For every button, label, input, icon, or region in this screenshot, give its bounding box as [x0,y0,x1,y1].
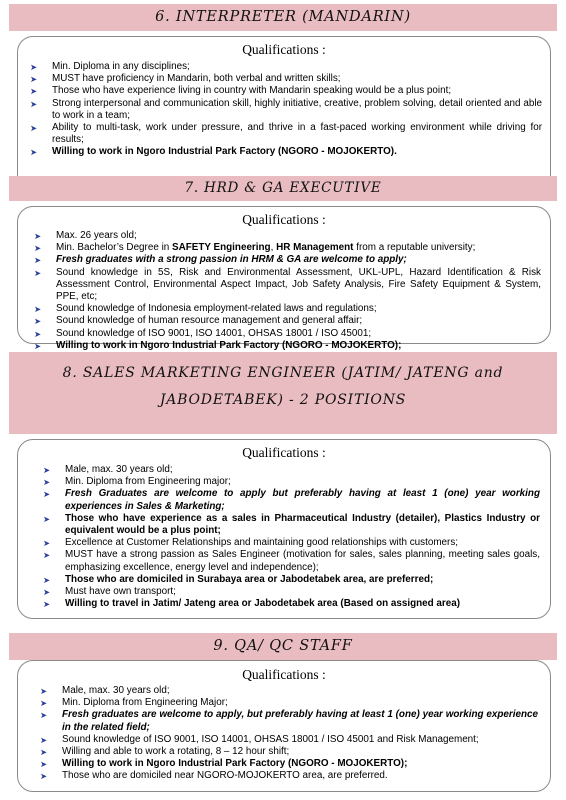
section-title: 7. HRD & GA EXECUTIVE [184,180,382,196]
qualification-text: Sound knowledge of ISO 9001, ISO 14001, OHSAS 18001 / ISO 45001; [56,327,372,339]
arrow-bullet-icon: ➤ [40,686,48,696]
qualification-item [43,464,540,476]
section-title-line-1: 8. SALES MARKETING ENGINEER (JATIM/ JATENG and [62,365,504,381]
arrow-bullet-icon: ➤ [43,477,51,488]
arrow-bullet-icon: ➤ [40,710,48,721]
qualifications-heading: Qualifications : [242,212,326,227]
qualification-text: Excellence at Customer Relationships and maintaining good relationships with customers; [65,537,459,549]
qualification-text: Sound knowledge of Indonesia employment-related laws and regulations; [56,303,377,315]
qualification-item [30,146,542,158]
qualifications-card-8 [17,439,551,619]
qualifications-card-9 [17,660,551,792]
qualifications-heading: Qualifications : [242,667,326,682]
arrow-bullet-icon: ➤ [43,574,51,585]
section-header-9 [9,633,557,660]
qualification-item [40,733,538,746]
qualification-text: Willing to travel in Jatim/ Jateng area or Jabodetabek area (Based on assigned area) [65,598,461,610]
qualification-text: Willing and able to work a rotating, 8 – 12 hour shift; [62,746,290,758]
qualifications-card-7 [17,206,551,351]
arrow-bullet-icon: ➤ [34,340,42,351]
arrow-bullet-icon: ➤ [40,698,48,709]
arrow-bullet-icon: ➤ [34,267,42,278]
arrow-bullet-icon: ➤ [43,513,51,524]
qualification-text: Willing to work in Ngoro Industrial Park Factory (NGORO - MOJOKERTO); [56,339,402,351]
arrow-bullet-icon: ➤ [40,771,48,782]
qualification-text: from a reputable university; [353,242,476,254]
qualifications-heading: Qualifications : [242,445,326,460]
qualification-item [34,327,541,340]
arrow-bullet-icon: ➤ [30,123,38,134]
qualification-text: Fresh graduates with a strong passion in HRM & GA are welcome to apply; [56,254,407,266]
qualifications-list [40,685,538,783]
qualification-text: Those who are domiciled in Surabaya area or Jabodetabek area, are preferred; [65,573,434,585]
qualifications-card-6 [17,36,551,194]
qualification-item [40,770,538,782]
section-title-line-2: JABODETABEK) - 2 POSITIONS [159,392,407,408]
qualifications-heading: Qualifications : [242,42,326,57]
arrow-bullet-icon: ➤ [30,74,38,85]
qualification-text: Male, max. 30 years old; [62,685,170,696]
section-header-6 [9,4,557,31]
arrow-bullet-icon: ➤ [30,62,38,72]
qualification-item [43,549,540,573]
qualification-text: Min. Diploma from Engineering major; [65,476,231,488]
section-header-8 [9,352,557,434]
section-header-7 [9,176,557,201]
qualification-item [43,573,540,586]
qualification-text: Willing to work in Ngoro Industrial Park Factory (NGORO - MOJOKERTO). [52,146,397,158]
qualification-text: Willing to work in Ngoro Industrial Park Factory (NGORO - MOJOKERTO); [62,758,408,770]
qualification-text: Those who have experience as a sales in Pharmaceutical Industry (detailer), Plastics Industry or equivalent would be a plus point; [65,512,540,537]
arrow-bullet-icon: ➤ [43,465,51,475]
qualifications-list [30,61,542,159]
qualification-item [40,746,538,758]
qualification-text: Sound knowledge in 5S, Risk and Environmental Assessment, UKL-UPL, Hazard Identification & Risk Assessment Control, Environmental Aspect Impact, Job Safety Analysis, Fire Safety Equipment & System, PPE, etc; [56,266,541,303]
qualification-text: MUST have proficiency in Mandarin, both verbal and written skills; [52,73,341,85]
arrow-bullet-icon: ➤ [34,316,42,327]
arrow-bullet-icon: ➤ [40,747,48,758]
qualification-item [34,254,541,266]
qualification-item [43,598,540,610]
qualification-text: SAFETY Engineering [172,242,271,254]
qualification-item [34,339,541,352]
qualification-item [43,512,540,537]
qualification-item [43,586,540,598]
qualification-text: Fresh graduates are welcome to apply, but preferably having at least 1 (one) year working experience in the related field; [62,709,538,733]
qualification-item [34,315,541,327]
arrow-bullet-icon: ➤ [43,538,51,549]
arrow-bullet-icon: ➤ [43,587,51,598]
qualification-text: MUST have a strong passion as Sales Engineer (motivation for sales, sales planning, meeting sales goals, emphasizing excellence, energy level and independence); [65,549,540,573]
arrow-bullet-icon: ➤ [34,304,42,315]
qualification-text: Those who are domiciled near NGORO-MOJOKERTO area, are preferred. [62,770,388,782]
qualification-text: Those who have experience living in country with Mandarin speaking would be a plus point; [52,85,452,97]
arrow-bullet-icon: ➤ [43,599,51,610]
qualification-text: Min. Diploma in any disciplines; [52,61,190,72]
qualification-text: , [270,242,277,254]
arrow-bullet-icon: ➤ [34,243,42,254]
arrow-bullet-icon: ➤ [34,231,42,241]
qualification-text: HR Management [276,242,354,254]
arrow-bullet-icon: ➤ [34,328,42,339]
qualification-item [34,266,541,304]
qualification-item [30,85,542,97]
qualifications-list [43,464,540,610]
arrow-bullet-icon: ➤ [34,255,42,266]
qualification-item [30,122,542,146]
arrow-bullet-icon: ➤ [30,147,38,158]
qualification-text: Ability to multi-task, work under pressure, and thrive in a fast-paced working environment while driving for results; [52,122,542,146]
qualification-item [40,709,538,733]
qualification-item [43,476,540,488]
section-title: 9. QA/ QC STAFF [213,638,353,654]
qualification-text: Fresh Graduates are welcome to apply but preferably having at least 1 (one) year working experiences in Sales & Marketing; [65,488,540,512]
arrow-bullet-icon: ➤ [43,550,51,561]
qualification-item [40,697,538,709]
qualification-text: Male, max. 30 years old; [65,464,173,475]
arrow-bullet-icon: ➤ [43,489,51,500]
arrow-bullet-icon: ➤ [30,98,38,109]
section-title: 6. INTERPRETER (MANDARIN) [155,9,411,25]
qualification-text: Min. Diploma from Engineering Major; [62,697,228,709]
qualification-item [30,73,542,85]
qualification-item [34,303,541,315]
qualification-text: Sound knowledge of ISO 9001, ISO 14001, OHSAS 18001 / ISO 45001 and Risk Management; [62,733,479,745]
qualification-text: Min. Bachelor’s Degree in [56,242,172,254]
qualification-text: Sound knowledge of human resource management and general affair; [56,315,363,327]
qualification-text: Max. 26 years old; [56,230,137,241]
arrow-bullet-icon: ➤ [40,734,48,745]
qualification-item [34,242,541,254]
arrow-bullet-icon: ➤ [40,759,48,770]
qualification-item [40,758,538,770]
qualification-text: Must have own transport; [65,586,176,598]
qualification-item [34,230,541,242]
qualifications-list [34,230,541,364]
qualification-item [30,61,542,73]
arrow-bullet-icon: ➤ [30,86,38,97]
qualification-item [30,97,542,122]
qualification-item [40,685,538,697]
qualification-item [43,488,540,512]
qualification-text: Strong interpersonal and communication skill, highly initiative, creative, problem solving, detail oriented and able to work in a team; [52,97,542,121]
qualification-item [43,537,540,549]
